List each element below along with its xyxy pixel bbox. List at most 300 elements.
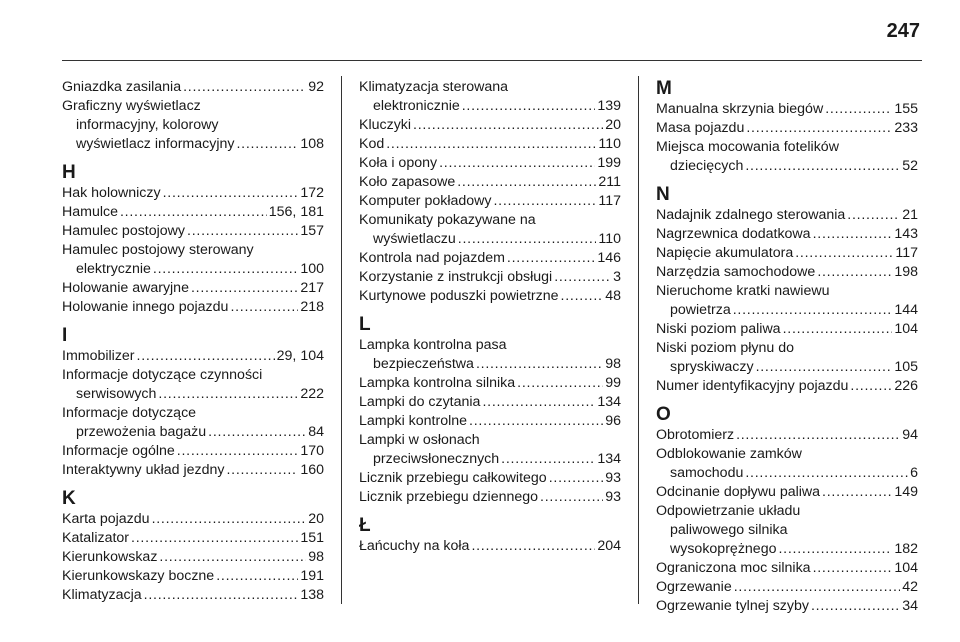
- entry-line: [62, 279, 324, 298]
- entry-line: [656, 100, 918, 119]
- index-entry: [359, 336, 621, 374]
- leader-dots: [746, 119, 892, 138]
- index-entry: [656, 138, 918, 176]
- entry-line: [656, 138, 918, 157]
- entry-term: Numer identyfikacyjny pojazdu: [656, 378, 849, 394]
- entry-term: Koła i opony: [359, 155, 438, 171]
- leader-dots: [144, 586, 299, 605]
- leader-dots: [817, 263, 892, 282]
- index-entry: [656, 339, 918, 377]
- entry-term: Ograniczona moc silnika: [656, 560, 811, 576]
- entry-term: Narzędzia samochodowe: [656, 264, 816, 280]
- entry-term: Immobilizer: [62, 348, 135, 364]
- index-entry: [359, 116, 621, 135]
- entry-term: Odpowietrzanie układu: [656, 503, 801, 519]
- entry-line: [62, 184, 324, 203]
- entry-line: [62, 135, 324, 154]
- entry-term: Informacje dotyczące czynności: [62, 367, 263, 383]
- entry-line: [359, 355, 621, 374]
- index-entry: [62, 548, 324, 567]
- entry-page-ref: 108: [300, 136, 324, 152]
- entry-page-ref: 233: [894, 120, 918, 136]
- entry-page-ref: 160: [300, 462, 324, 478]
- entry-page-ref: 157: [300, 223, 324, 239]
- entry-line: [656, 339, 918, 358]
- index-section: [359, 314, 621, 507]
- entry-term: wyświetlacz informacyjny: [76, 136, 235, 152]
- index-section: [62, 325, 324, 480]
- leader-dots: [745, 157, 900, 176]
- entry-page-ref: 20: [308, 511, 324, 527]
- leader-dots: [153, 260, 298, 279]
- leader-dots: [813, 559, 893, 578]
- entry-page-ref: 217: [300, 280, 324, 296]
- entry-line: [656, 206, 918, 225]
- entry-line: [62, 442, 324, 461]
- entry-line: [359, 469, 621, 488]
- entry-line: [359, 211, 621, 230]
- leader-dots: [439, 154, 595, 173]
- entry-term: Niski poziom paliwa: [656, 321, 781, 337]
- entry-term: Lampki do czytania: [359, 394, 481, 410]
- index-entry: [62, 241, 324, 279]
- entry-term: Katalizator: [62, 530, 130, 546]
- entry-line: [656, 225, 918, 244]
- index-entry: [62, 184, 324, 203]
- index-column-2: [359, 78, 621, 556]
- entry-line: [62, 404, 324, 423]
- entry-line: [62, 116, 324, 135]
- entry-page-ref: 138: [300, 587, 324, 603]
- section-letter: I: [62, 325, 68, 346]
- entry-line: [656, 426, 918, 445]
- leader-dots: [183, 78, 306, 97]
- index-entry: [359, 488, 621, 507]
- entry-term: Hak holowniczy: [62, 185, 161, 201]
- entry-line: [62, 203, 324, 222]
- leader-dots: [413, 116, 603, 135]
- index-entry: [62, 404, 324, 442]
- entry-page-ref: 222: [300, 386, 324, 402]
- leader-dots: [469, 412, 603, 431]
- index-entry: [62, 203, 324, 222]
- entry-page-ref: 92: [308, 79, 324, 95]
- entry-term: Komputer pokładowy: [359, 193, 492, 209]
- entry-term: Lampki kontrolne: [359, 413, 468, 429]
- leader-dots: [191, 279, 298, 298]
- entry-line: [62, 586, 324, 605]
- index-entry: [656, 502, 918, 559]
- entry-term: bezpieczeństwa: [373, 356, 474, 372]
- entry-line: [656, 521, 918, 540]
- entry-line: [359, 488, 621, 507]
- leader-dots: [159, 548, 306, 567]
- entry-page-ref: 84: [308, 424, 324, 440]
- leader-dots: [778, 540, 892, 559]
- section-letter: K: [62, 488, 76, 509]
- index-entry: [656, 263, 918, 282]
- entry-line: [62, 567, 324, 586]
- index-entry: [62, 529, 324, 548]
- entry-term: Obrotomierz: [656, 427, 735, 443]
- entry-line: [656, 377, 918, 396]
- index-entry: [656, 225, 918, 244]
- index-entry: [656, 578, 918, 597]
- index-entry: [359, 135, 621, 154]
- index-entry: [359, 412, 621, 431]
- entry-line: [62, 510, 324, 529]
- entry-line: [62, 366, 324, 385]
- entry-line: [62, 97, 324, 116]
- entry-term: Korzystanie z instrukcji obsługi: [359, 269, 553, 285]
- index-entry: [656, 426, 918, 445]
- index-section: [656, 78, 918, 176]
- index-entry: [656, 206, 918, 225]
- entry-line: [359, 192, 621, 211]
- index-column-3: [656, 78, 918, 616]
- index-entry: [656, 244, 918, 263]
- index-entry: [359, 173, 621, 192]
- header-rule: [62, 60, 922, 61]
- index-entry: [359, 154, 621, 173]
- entry-page-ref: 42: [902, 579, 918, 595]
- entry-term: elektrycznie: [76, 261, 151, 277]
- leader-dots: [458, 230, 597, 249]
- entry-page-ref: 146: [597, 250, 621, 266]
- leader-dots: [137, 347, 275, 366]
- entry-term: Odblokowanie zamków: [656, 446, 802, 462]
- entry-term: Lampka kontrolna silnika: [359, 375, 516, 391]
- entry-term: Informacje ogólne: [62, 443, 175, 459]
- entry-term: Nadajnik zdalnego sterowania: [656, 207, 846, 223]
- entry-term: Hamulce: [62, 204, 118, 220]
- entry-term: Kluczyki: [359, 117, 412, 133]
- entry-line: [359, 97, 621, 116]
- index-section: [359, 78, 621, 306]
- leader-dots: [811, 597, 900, 616]
- entry-line: [359, 230, 621, 249]
- entry-term: Koło zapasowe: [359, 174, 456, 190]
- entry-term: wyświetlaczu: [373, 231, 456, 247]
- index-entry: [62, 567, 324, 586]
- index-entry: [62, 442, 324, 461]
- index-entry: [359, 268, 621, 287]
- entry-term: Holowanie innego pojazdu: [62, 299, 229, 315]
- entry-line: [359, 249, 621, 268]
- entry-line: [359, 374, 621, 393]
- entry-term: informacyjny, kolorowy: [76, 117, 219, 133]
- index-column-1: [62, 78, 324, 605]
- leader-dots: [745, 464, 908, 483]
- entry-page-ref: 29, 104: [276, 348, 324, 364]
- entry-line: [656, 597, 918, 616]
- entry-line: [359, 154, 621, 173]
- entry-page-ref: 96: [605, 413, 621, 429]
- entry-page-ref: 98: [308, 549, 324, 565]
- leader-dots: [734, 578, 901, 597]
- index-entry: [62, 461, 324, 480]
- entry-page-ref: 134: [597, 451, 621, 467]
- entry-page-ref: 21: [902, 207, 918, 223]
- leader-dots: [208, 423, 306, 442]
- entry-term: przeciwsłonecznych: [373, 451, 500, 467]
- entry-line: [656, 301, 918, 320]
- entry-page-ref: 156, 181: [268, 204, 324, 220]
- section-letter: M: [656, 78, 672, 99]
- entry-line: [359, 336, 621, 355]
- entry-term: Ogrzewanie tylnej szyby: [656, 598, 809, 614]
- entry-line: [62, 347, 324, 366]
- entry-term: Hamulec postojowy sterowany: [62, 242, 254, 258]
- entry-page-ref: 48: [605, 288, 621, 304]
- entry-line: [359, 287, 621, 306]
- entry-line: [656, 263, 918, 282]
- index-entry: [62, 366, 324, 404]
- entry-line: [656, 244, 918, 263]
- entry-line: [62, 461, 324, 480]
- entry-line: [359, 116, 621, 135]
- entry-line: [359, 268, 621, 287]
- section-letter: O: [656, 404, 671, 425]
- entry-page-ref: 226: [894, 378, 918, 394]
- leader-dots: [549, 469, 604, 488]
- entry-page-ref: 100: [300, 261, 324, 277]
- entry-page-ref: 204: [597, 538, 621, 554]
- index-entry: [656, 282, 918, 320]
- entry-term: dziecięcych: [670, 158, 744, 174]
- entry-page-ref: 134: [597, 394, 621, 410]
- leader-dots: [216, 567, 298, 586]
- entry-page-ref: 144: [894, 302, 918, 318]
- leader-dots: [158, 385, 298, 404]
- index-section: [656, 404, 918, 616]
- index-entry: [656, 100, 918, 119]
- leader-dots: [482, 393, 595, 412]
- entry-line: [656, 119, 918, 138]
- entry-page-ref: 99: [605, 375, 621, 391]
- entry-term: Hamulec postojowy: [62, 223, 186, 239]
- entry-term: wysokoprężnego: [670, 541, 777, 557]
- entry-line: [656, 483, 918, 502]
- entry-page-ref: 139: [597, 98, 621, 114]
- index-entry: [62, 510, 324, 529]
- leader-dots: [795, 244, 893, 263]
- entry-term: Lampki w osłonach: [359, 432, 480, 448]
- entry-page-ref: 182: [894, 541, 918, 557]
- entry-term: Graficzny wyświetlacz: [62, 98, 201, 114]
- leader-dots: [131, 529, 298, 548]
- entry-term: Holowanie awaryjne: [62, 280, 189, 296]
- section-letter: H: [62, 162, 76, 183]
- entry-page-ref: 218: [300, 299, 324, 315]
- entry-term: Interaktywny układ jezdny: [62, 462, 225, 478]
- entry-page-ref: 20: [605, 117, 621, 133]
- entry-line: [656, 502, 918, 521]
- entry-page-ref: 110: [598, 231, 621, 247]
- entry-page-ref: 94: [902, 427, 918, 443]
- entry-page-ref: 170: [300, 443, 324, 459]
- leader-dots: [733, 301, 893, 320]
- entry-term: Napięcie akumulatora: [656, 245, 794, 261]
- leader-dots: [152, 510, 307, 529]
- index-section: [62, 162, 324, 317]
- entry-page-ref: 172: [300, 185, 324, 201]
- entry-term: Licznik przebiegu dziennego: [359, 489, 539, 505]
- entry-page-ref: 151: [300, 530, 324, 546]
- index-entry: [359, 192, 621, 211]
- index-entry: [359, 374, 621, 393]
- entry-line: [359, 78, 621, 97]
- leader-dots: [471, 537, 595, 556]
- leader-dots: [501, 450, 595, 469]
- entry-line: [359, 537, 621, 556]
- entry-line: [62, 385, 324, 404]
- entry-page-ref: 117: [895, 245, 918, 261]
- index-entry: [359, 393, 621, 412]
- entry-page-ref: 199: [597, 155, 621, 171]
- entry-line: [656, 445, 918, 464]
- index-entry: [62, 279, 324, 298]
- leader-dots: [850, 377, 892, 396]
- entry-page-ref: 143: [894, 226, 918, 242]
- index-section: [656, 184, 918, 396]
- leader-dots: [494, 192, 597, 211]
- index-entry: [656, 483, 918, 502]
- entry-term: przewożenia bagażu: [76, 424, 207, 440]
- entry-term: Kierunkowskazy boczne: [62, 568, 215, 584]
- entry-term: Ogrzewanie: [656, 579, 732, 595]
- entry-line: [656, 559, 918, 578]
- entry-term: Manualna skrzynia biegów: [656, 101, 824, 117]
- index-entry: [359, 249, 621, 268]
- leader-dots: [736, 426, 900, 445]
- entry-term: elektronicznie: [373, 98, 460, 114]
- page-number: 247: [886, 20, 920, 42]
- section-letter: L: [359, 314, 371, 335]
- leader-dots: [457, 173, 596, 192]
- entry-page-ref: 34: [902, 598, 918, 614]
- index-entry: [62, 78, 324, 97]
- leader-dots: [476, 355, 603, 374]
- entry-line: [656, 358, 918, 377]
- entry-line: [62, 241, 324, 260]
- entry-page-ref: 104: [894, 560, 918, 576]
- index-entry: [359, 469, 621, 488]
- index-entry: [359, 287, 621, 306]
- entry-line: [62, 548, 324, 567]
- entry-term: Nieruchome kratki nawiewu: [656, 283, 830, 299]
- entry-line: [359, 431, 621, 450]
- entry-page-ref: 93: [605, 489, 621, 505]
- entry-page-ref: 93: [605, 470, 621, 486]
- leader-dots: [163, 184, 299, 203]
- entry-page-ref: 52: [902, 158, 918, 174]
- leader-dots: [226, 461, 298, 480]
- entry-page-ref: 110: [598, 136, 621, 152]
- entry-term: Miejsca mocowania fotelików: [656, 139, 839, 155]
- entry-line: [359, 173, 621, 192]
- entry-page-ref: 198: [894, 264, 918, 280]
- entry-term: Łańcuchy na koła: [359, 538, 470, 554]
- entry-term: Kurtynowe poduszki powietrzne: [359, 288, 559, 304]
- entry-page-ref: 191: [300, 568, 324, 584]
- entry-line: [62, 78, 324, 97]
- entry-line: [656, 464, 918, 483]
- entry-term: Nagrzewnica dodatkowa: [656, 226, 811, 242]
- entry-term: Gniazdka zasilania: [62, 79, 182, 95]
- index-entry: [656, 445, 918, 483]
- index-section: [62, 488, 324, 605]
- leader-dots: [507, 249, 595, 268]
- section-letter: N: [656, 184, 670, 205]
- entry-term: Kierunkowskaz: [62, 549, 158, 565]
- leader-dots: [236, 135, 298, 154]
- entry-line: [359, 135, 621, 154]
- column-divider: [638, 76, 639, 604]
- index-entry: [656, 377, 918, 396]
- entry-line: [62, 529, 324, 548]
- index-section: [359, 515, 621, 556]
- leader-dots: [540, 488, 603, 507]
- leader-dots: [230, 298, 298, 317]
- leader-dots: [462, 97, 596, 116]
- leader-dots: [825, 100, 892, 119]
- entry-term: Klimatyzacja: [62, 587, 142, 603]
- entry-term: Lampka kontrolna pasa: [359, 337, 507, 353]
- entry-term: Masa pojazdu: [656, 120, 745, 136]
- entry-term: Kod: [359, 136, 385, 152]
- entry-page-ref: 211: [598, 174, 621, 190]
- entry-term: Niski poziom płynu do: [656, 340, 794, 356]
- entry-page-ref: 104: [894, 321, 918, 337]
- entry-term: spryskiwaczy: [670, 359, 754, 375]
- entry-line: [62, 298, 324, 317]
- index-section: [62, 78, 324, 154]
- index-entry: [656, 559, 918, 578]
- entry-term: serwisowych: [76, 386, 157, 402]
- leader-dots: [822, 483, 892, 502]
- leader-dots: [517, 374, 603, 393]
- entry-line: [62, 423, 324, 442]
- entry-term: samochodu: [670, 465, 744, 481]
- leader-dots: [847, 206, 900, 225]
- entry-line: [656, 157, 918, 176]
- leader-dots: [120, 203, 267, 222]
- entry-page-ref: 117: [598, 193, 621, 209]
- leader-dots: [386, 135, 596, 154]
- leader-dots: [783, 320, 893, 339]
- index-entry: [359, 211, 621, 249]
- entry-page-ref: 149: [894, 484, 918, 500]
- leader-dots: [561, 287, 604, 306]
- index-entry: [62, 298, 324, 317]
- index-entry: [656, 119, 918, 138]
- index-entry: [656, 597, 918, 616]
- entry-term: Klimatyzacja sterowana: [359, 79, 509, 95]
- entry-line: [656, 320, 918, 339]
- index-entry: [656, 320, 918, 339]
- section-letter: Ł: [359, 515, 371, 536]
- leader-dots: [554, 268, 611, 287]
- index-entry: [62, 97, 324, 154]
- entry-line: [359, 450, 621, 469]
- index-entry: [359, 78, 621, 116]
- index-entry: [359, 537, 621, 556]
- entry-page-ref: 3: [613, 269, 621, 285]
- index-entry: [62, 586, 324, 605]
- entry-term: Komunikaty pokazywane na: [359, 212, 536, 228]
- leader-dots: [177, 442, 299, 461]
